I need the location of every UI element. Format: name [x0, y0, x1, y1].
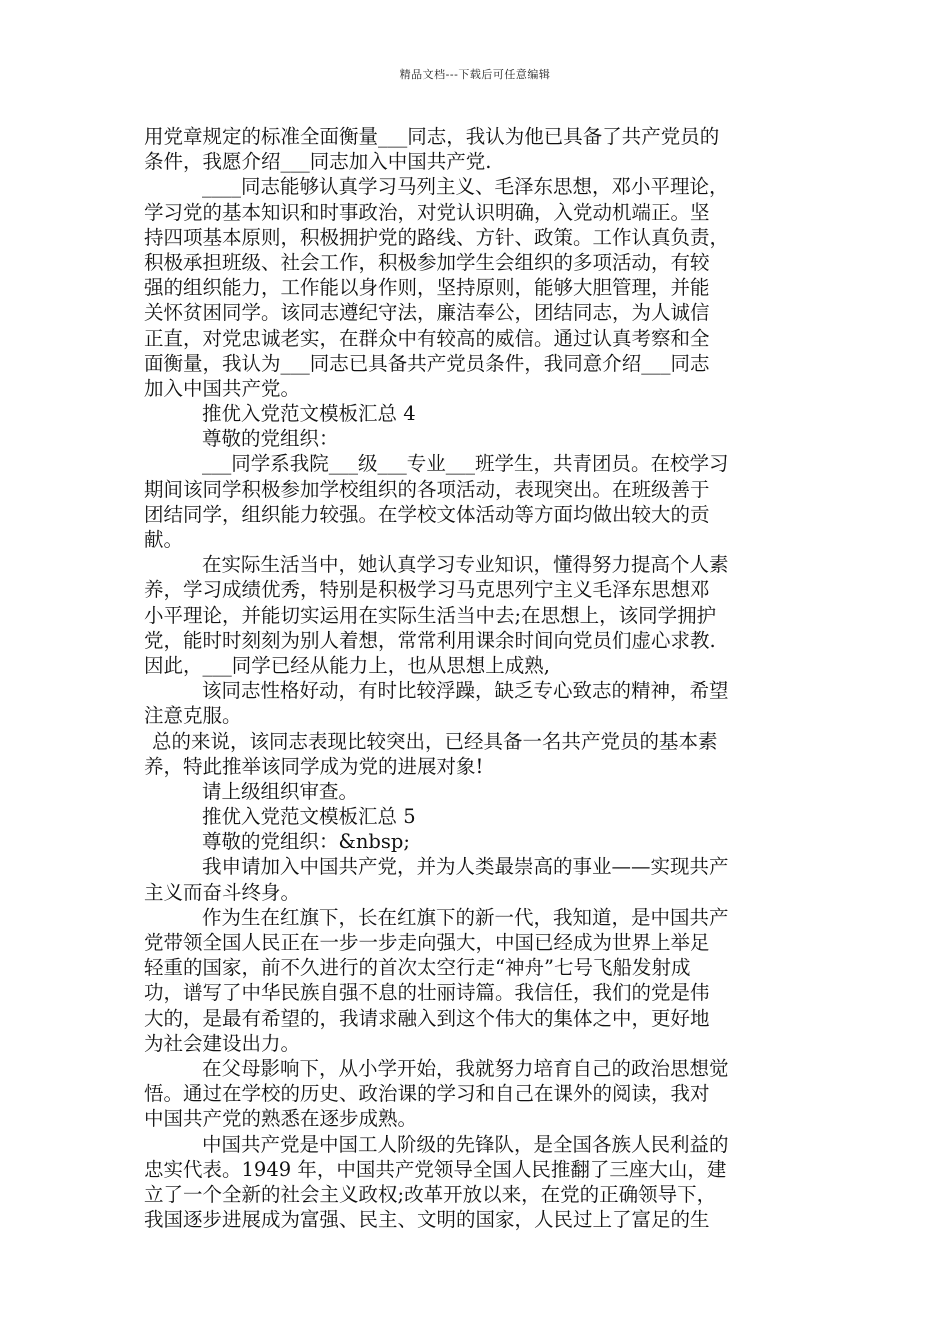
text-line: 该同志性格好动，有时比较浮躁，缺乏专心致志的精神，希望 [202, 679, 729, 703]
text-line: 忠实代表。1949 年，中国共产党领导全国人民推翻了三座大山，建 [144, 1157, 727, 1181]
text-line: 功，谱写了中华民族自强不息的壮丽诗篇。我信任，我们的党是伟 [144, 981, 710, 1005]
document-body [144, 124, 824, 1232]
text-line: 中国共产党的熟悉在逐步成熟。 [144, 1107, 418, 1131]
text-line: 小平理论，并能切实运用在实际生活当中去;在思想上，该同学拥护 [144, 603, 717, 627]
text-line: 注意克服。 [144, 704, 242, 728]
text-line: 持四项基本原则，积极拥护党的路线、方针、政策。工作认真负责， [144, 225, 730, 249]
text-line: 作为生在红旗下，长在红旗下的新一代，我知道，是中国共产 [202, 905, 729, 929]
text-line: ____同志能够认真学习马列主义、毛泽东思想，邓小平理论， [202, 175, 729, 199]
text-line: 党带领全国人民正在一步一步走向强大，中国已经成为世界上举足 [144, 931, 710, 954]
text-line: 请上级组织审查。 [202, 779, 359, 803]
text-line: 养，学习成绩优秀，特别是积极学习马克思列宁主义毛泽东思想邓 [144, 578, 710, 602]
text-line: 党，能时时刻刻为别人着想，常常利用课余时间向党员们虚心求教. [144, 628, 716, 652]
text-line: 因此，___同学已经从能力上，也从思想上成熟, [144, 653, 550, 677]
text-line: 立了一个全新的社会主义政权;改革开放以来，在党的正确领导下， [144, 1182, 717, 1206]
text-line: 正直，对党忠诚老实，在群众中有较高的威信。通过认真考察和全 [144, 326, 710, 350]
text-line: 尊敬的党组织： [202, 427, 339, 451]
text-line: 在父母影响下，从小学开始，我就努力培育自己的政治思想觉 [202, 1056, 729, 1080]
text-line: 团结同学，组织能力较强。在学校文体活动等方面均做出较大的贡 [144, 502, 710, 526]
text-line: 面衡量，我认为___同志已具备共产党员条件，我同意介绍___同志 [144, 351, 710, 375]
text-line: 加入中国共产党。 [144, 376, 301, 400]
text-line: 推优入党范文模板汇总 5 [202, 805, 416, 829]
text-line: 在实际生活当中，她认真学习专业知识，懂得努力提高个人素 [202, 553, 729, 577]
text-line: 总的来说，该同志表现比较突出，已经具备一名共产党员的基本素 [152, 729, 718, 753]
text-line: 我国逐步进展成为富强、民主、文明的国家，人民过上了富足的生 [144, 1208, 710, 1232]
text-line: 我申请加入中国共产党，并为人类最崇高的事业——实现共产 [202, 855, 729, 879]
text-line: 推优入党范文模板汇总 4 [202, 402, 416, 426]
page-header: 精品文档---下载后可任意编辑 [399, 68, 551, 81]
text-line: 大的，是最有希望的，我请求融入到这个伟大的集体之中，更好地 [144, 1006, 710, 1030]
text-line: 尊敬的党组织：&nbsp; [202, 830, 410, 854]
text-line: 用党章规定的标准全面衡量___同志，我认为他已具备了共产党员的 [144, 125, 720, 148]
text-line: 悟。通过在学校的历史、政治课的学习和自己在课外的阅读，我对 [144, 1082, 710, 1106]
text-line: 学习党的基本知识和时事政治，对党认识明确，入党动机端正。坚 [144, 200, 710, 224]
text-line: 条件，我愿介绍___同志加入中国共产党. [144, 150, 492, 174]
text-line: 主义而奋斗终身。 [144, 880, 301, 904]
text-line: 献。 [144, 528, 184, 551]
text-line: 轻重的国家，前不久进行的首次太空行走“神舟”七号飞船发射成 [144, 956, 691, 980]
text-line: 为社会建设出力。 [144, 1031, 301, 1055]
text-line: ___同学系我院___级___专业___班学生，共青团员。在校学习 [202, 452, 729, 476]
text-line: 中国共产党是中国工人阶级的先锋队，是全国各族人民利益的 [202, 1132, 729, 1156]
text-line: 积极承担班级、社会工作，积极参加学生会组织的多项活动，有较 [144, 250, 710, 274]
text-line: 强的组织能力，工作能以身作则，坚持原则，能够大胆管理，并能 [144, 276, 710, 300]
text-line: 关怀贫困同学。该同志遵纪守法，廉洁奉公，团结同志，为人诚信 [144, 301, 710, 325]
text-line: 养，特此推举该同学成为党的进展对象! [144, 754, 484, 778]
text-line: 期间该同学积极参加学校组织的各项活动，表现突出。在班级善于 [144, 477, 710, 501]
